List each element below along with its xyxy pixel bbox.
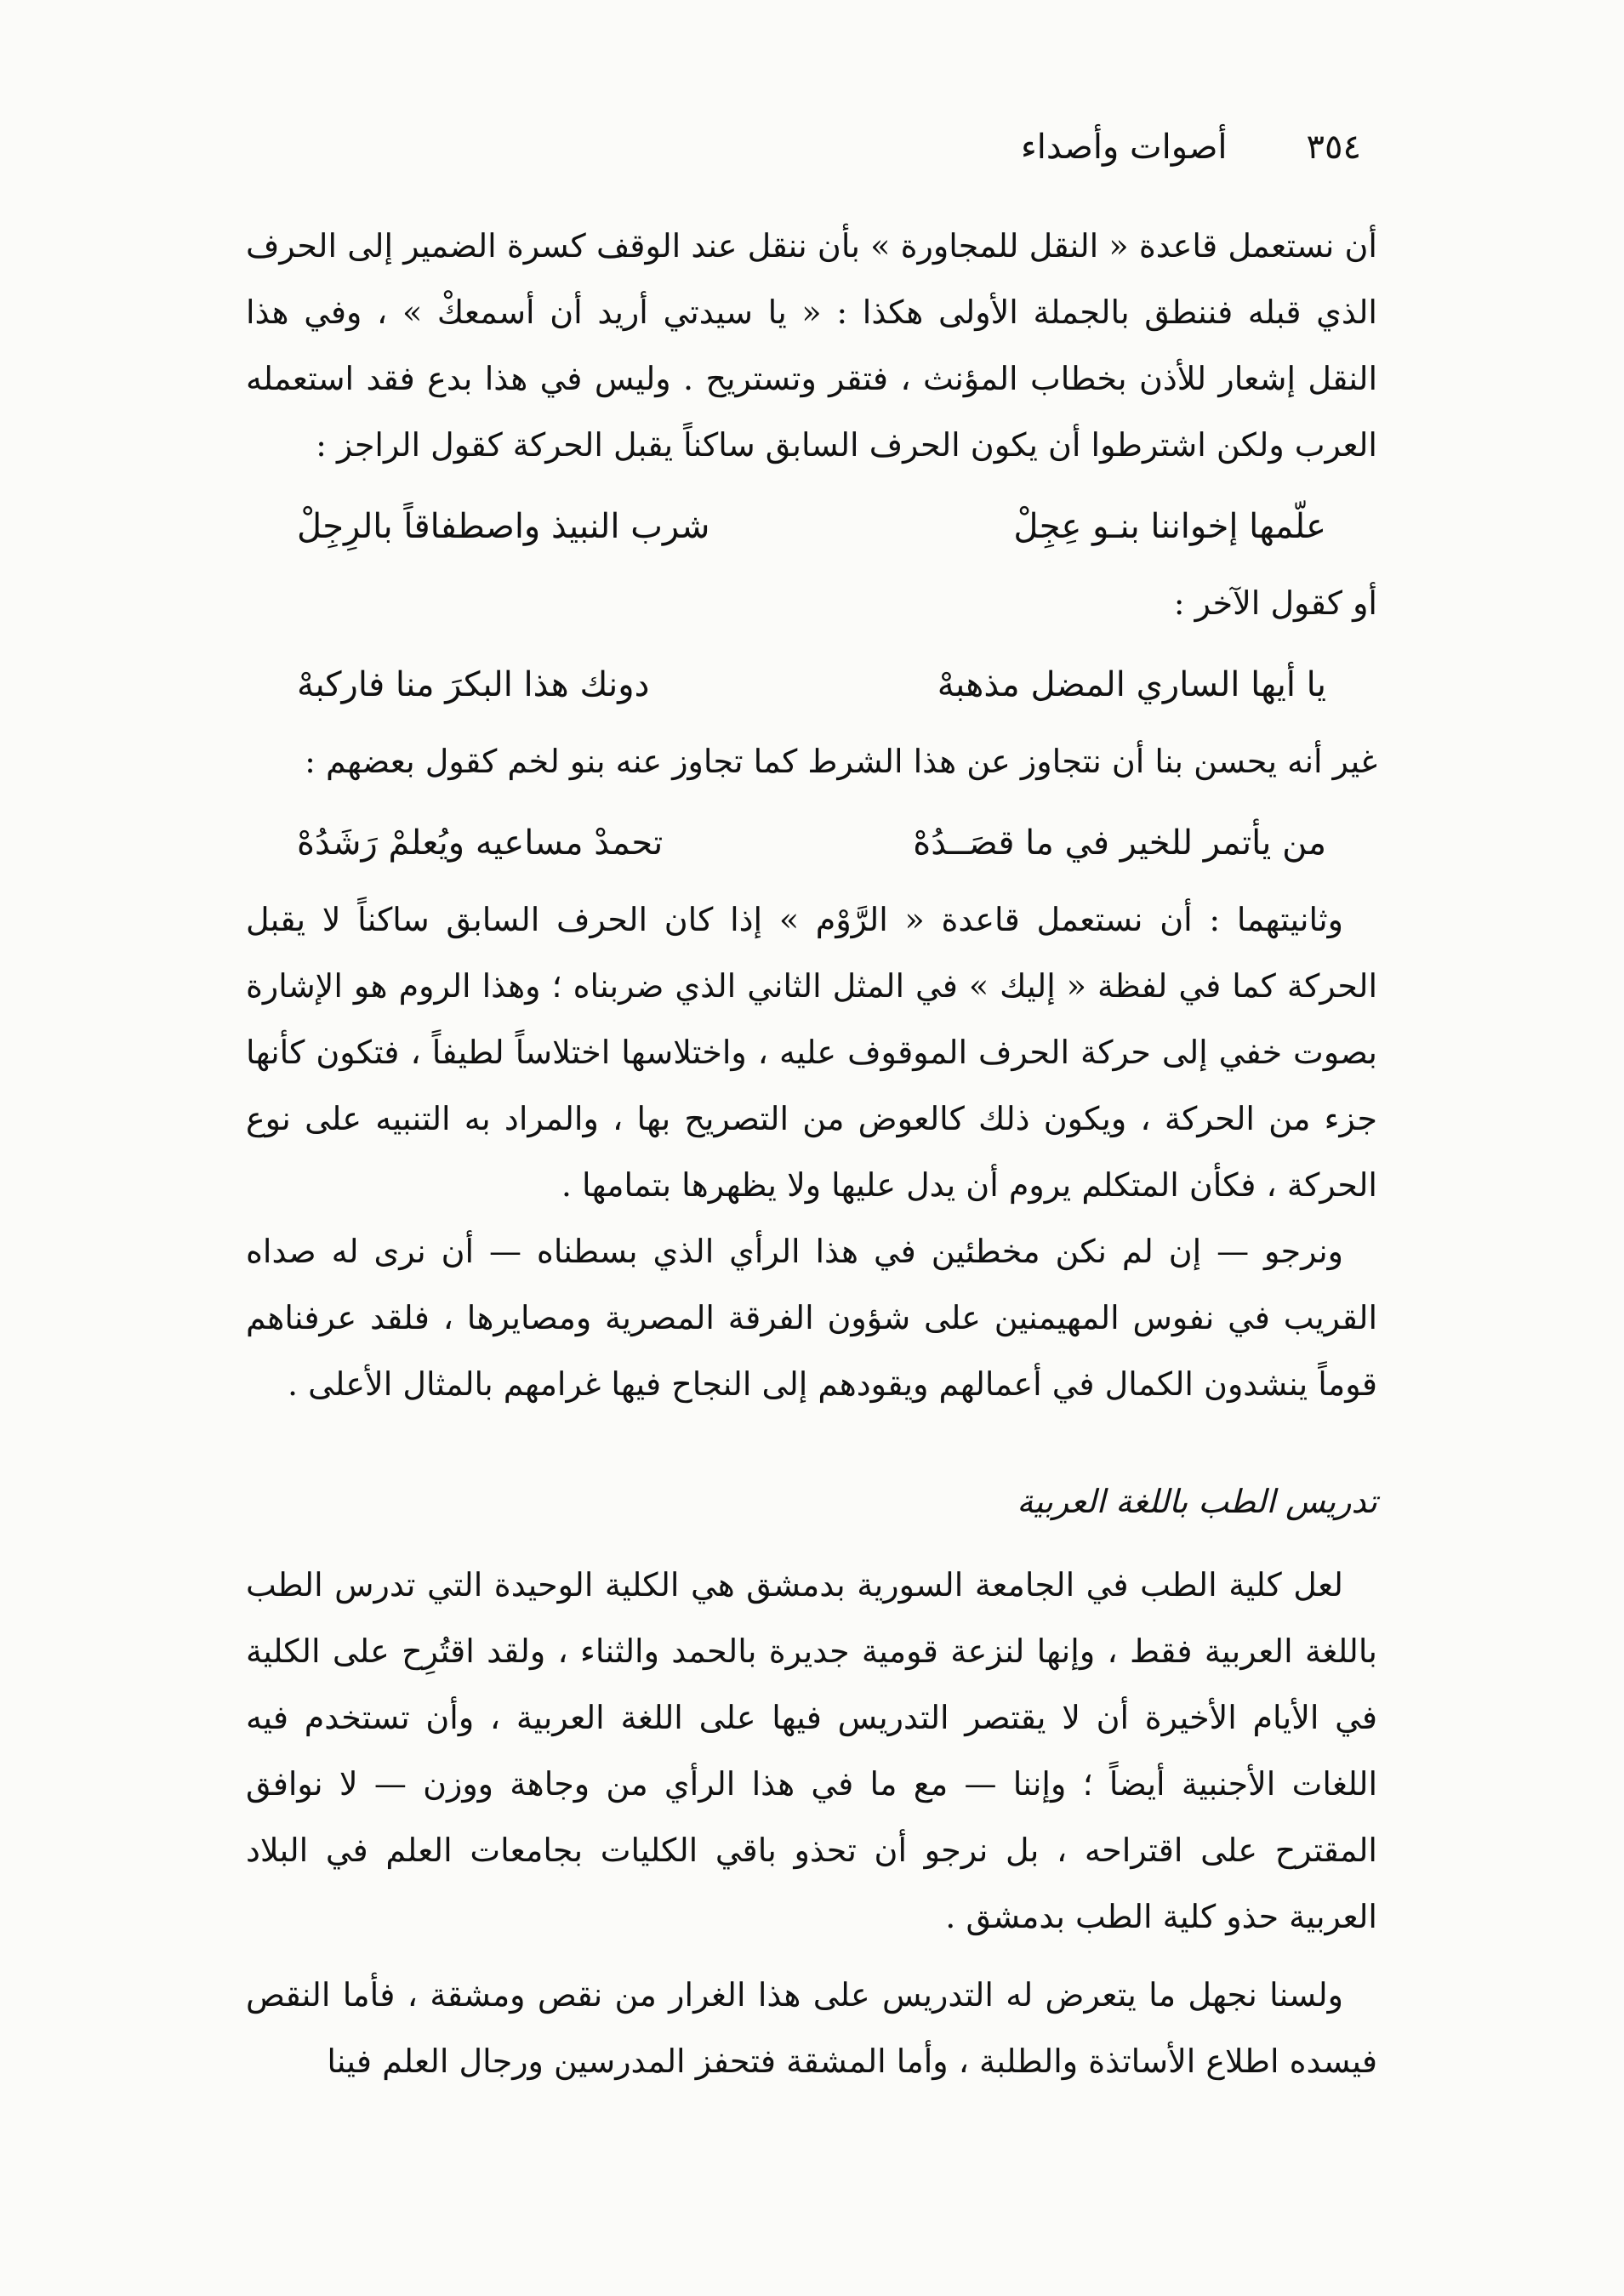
paragraph-gap [246,1950,1377,1962]
verse-hemistich: شرب النبيذ واصطفاقاً بالرِجِلْ [297,507,710,546]
paragraph: وثانيتهما : أن نستعمل قاعدة « الرَّوْم » إذا كان الحرف السابق ساكناً لا يقبل الحركة كما في لفظة « إليك » في المثل الثاني الذي ضربناه ؛ وهذا الروم هو الإشارة بصوت خفي إلى حركة الحرف الموقوف عليه ، واختلاسها اختلاساً لطيفاً ، فتكون كأنها جزء من الحركة ، ويكون ذلك كالعوض من التصريح بها ، والمراد به التنبيه على نوع الحركة ، فكأن المتكلم يروم أن يدل عليها ولا يظهرها بتمامها . [246,901,1377,1204]
verse-hemistich: علّمها إخواننا بنـو عِجِلْ [1013,507,1326,546]
transition-line: أو كقول الآخر : [1173,584,1377,622]
page-body [246,213,1377,2094]
paragraph: أن نستعمل قاعدة « النقل للمجاورة » بأن ننقل عند الوقف كسرة الضمير إلى الحرف الذي قبله فننطق بالجملة الأولى هكذا : « يا سيدتي أريد أن أسمعكْ » ، وفي هذا النقل إشعار للأذن بخطاب المؤنث ، فتقر وتستريح . وليس في هذا بدع فقد استعمله العرب ولكن اشترطوا أن يكون الحرف السابق ساكناً يقبل الحركة كقول الراجز : [246,227,1377,464]
paragraph: ونرجو — إن لم نكن مخطئين في هذا الرأي الذي بسطناه — أن نرى له صداه القريب في نفوس المهيمنين على شؤون الفرقة المصرية ومصايرها ، فلقد عرفناهم قوماً ينشدون الكمال في أعمالهم ويقودهم إلى النجاح فيها غرامهم بالمثال الأعلى . [246,1233,1377,1403]
paragraph: ولسنا نجهل ما يتعرض له التدريس على هذا الغرار من نقص ومشقة ، فأما النقص فيسده اطلاع الأساتذة والطلبة ، وأما المشقة فتحفز المدرسين ورجال العلم فينا [246,1976,1377,2080]
page-number: ٣٥٤ [1306,128,1361,167]
verse-line [246,493,1377,560]
paragraph: لعل كلية الطب في الجامعة السورية بدمشق هي الكلية الوحيدة التي تدرس الطب باللغة العربية فقط ، وإنها لنزعة قومية جديرة بالحمد والثناء ، ولقد اقتُرِح على الكلية في الأيام الأخيرة أن لا يقتصر التدريس فيها على اللغة العربية ، وأن تستخدم فيه اللغات الأجنبية أيضاً ؛ وإننا — مع ما في هذا الرأي من وجاهة ووزن — لا نوافق المقترح على اقتراحه ، بل نرجو أن تحذو باقي الكليات بجامعات العلم في البلاد العربية حذو كلية الطب بدمشق . [246,1566,1377,1935]
verse-hemistich: دونك هذا البكرَ منا فاركبهْ [297,665,650,704]
verse-hemistich: يا أيها الساري المضل مذهبهْ [937,665,1326,704]
verse-line [246,810,1377,876]
page-header [851,128,1361,179]
verse-line [246,652,1377,718]
verse-hemistich: تحمدْ مساعيه ويُعلمْ رَشَدُهْ [297,823,664,863]
verse-hemistich: من يأتمر للخير في ما قصَــدُهْ [913,823,1326,863]
transition-line: غير أنه يحسن بنا أن نتجاوز عن هذا الشرط كما تجاوز عنه بنو لخم كقول بعضهم : [305,743,1377,780]
running-title: أصوات وأصداء [1021,128,1228,167]
section-title: تدريس الطب باللغة العربية [1017,1483,1377,1520]
